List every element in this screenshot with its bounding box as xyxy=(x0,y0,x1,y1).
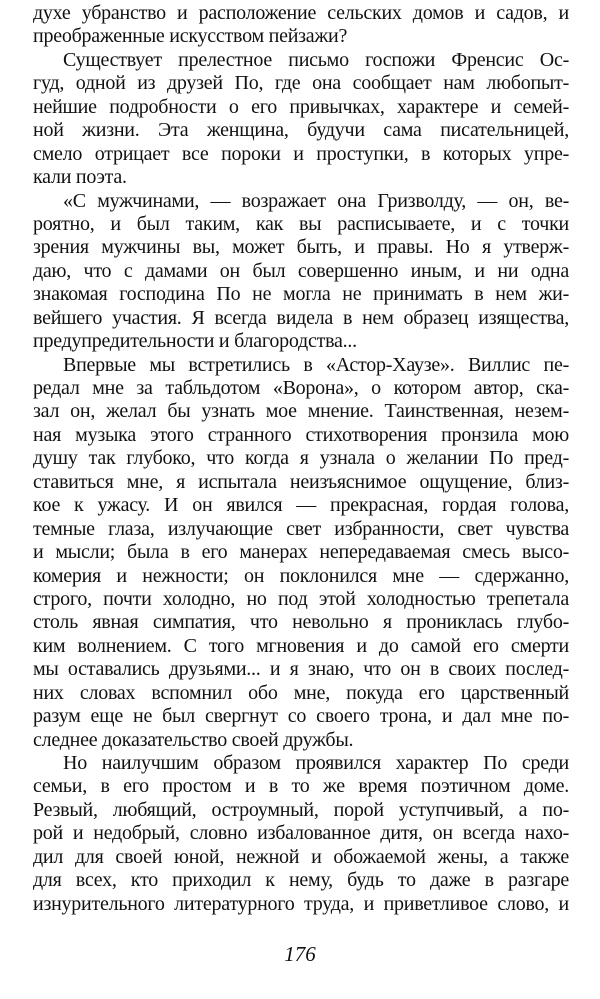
text-line: душу так глубоко, что когда я узнала о желании По пред- xyxy=(33,447,569,470)
text-line: комерия и нежности; он поклонился мне — сдержанно, xyxy=(33,564,569,587)
text-line: дил для своей юной, нежной и обожаемой жены, а также xyxy=(33,845,569,868)
text-line: предупредительности и благородства... xyxy=(33,330,357,353)
text-line: семьи, в его простом и в то же время поэтичном доме. xyxy=(33,775,569,798)
paragraph xyxy=(33,752,569,916)
text-line: знакомая господина По не могла не принимать в нем жи- xyxy=(33,283,569,306)
text-line: строго, почти холодно, но под этой холодностью трепетала xyxy=(33,587,569,610)
text-line: редал мне за табльдотом «Ворона», о котором автор, ска- xyxy=(33,377,569,399)
text-line: них словах вспомнил обо мне, покуда его царственный xyxy=(33,681,569,704)
text-line: смело отрицает все пороки и проступки, в которых упре- xyxy=(33,142,569,165)
text-line: ким волнением. С того мгновения и до самой его смерти xyxy=(33,634,569,657)
text-line: роятно, и был таким, как вы расписываете, и с точки xyxy=(33,212,569,235)
text-line: зал он, желал бы узнать мое мнение. Таинственная, незем- xyxy=(33,400,569,423)
text-line: «С мужчинами, — возражает она Гризволду, — он, ве- xyxy=(63,189,569,212)
text-line: кали поэта. xyxy=(33,166,127,189)
text-line: вейшего участия. Я всегда видела в нем образец изящества, xyxy=(33,306,569,329)
text-line: преображенные искусством пейзажи? xyxy=(33,25,348,48)
text-line: изнурительного литературного труда, и приветливое слово, и xyxy=(33,892,569,915)
text-line: гуд, одной из друзей По, где она сообщает нам любопыт- xyxy=(33,72,569,95)
paragraph xyxy=(33,49,569,190)
text-line: мы оставались друзьями... и я знаю, что он в своих послед- xyxy=(33,658,569,681)
text-line: нейшие подробности о его привычках, характере и семей- xyxy=(33,95,569,118)
text-line: следнее доказательство своей дружбы. xyxy=(33,728,354,751)
text-line: ставиться мне, я испытала неизъяснимое ощущение, близ- xyxy=(33,470,569,493)
text-line: даю, что с дамами он был совершенно иным, и ни одна xyxy=(33,259,569,282)
paragraph xyxy=(33,190,569,354)
text-line: зрения мужчины вы, может быть, и правы. Но я утверж- xyxy=(33,236,569,259)
text-line: темные глаза, излучающие свет избранности, свет чувства xyxy=(33,517,569,540)
text-line: разум еще не был свергнут со своего трона, и дал мне по- xyxy=(33,705,569,728)
paragraph xyxy=(33,354,569,752)
page-body-text xyxy=(33,2,569,916)
text-line: духе убранство и расположение сельских домов и садов, и xyxy=(33,2,569,24)
text-line: кое к ужасу. И он явился — прекрасная, гордая голова, xyxy=(33,494,569,517)
text-line: Резвый, любящий, остроумный, порой уступчивый, а по- xyxy=(33,798,569,821)
paragraph xyxy=(33,2,569,49)
text-line: Впервые мы встретились в «Астор-Хаузе». Виллис пе- xyxy=(63,353,569,376)
text-line: столь явная симпатия, что невольно я прониклась глубо- xyxy=(33,611,569,634)
text-line: ная музыка этого странного стихотворения пронзила мою xyxy=(33,423,569,446)
text-line: ной жизни. Эта женщина, будучи сама писательницей, xyxy=(33,119,569,142)
text-line: и мысли; была в его манерах непередаваемая смесь высо- xyxy=(33,541,569,564)
text-line: Но наилучшим образом проявился характер По среди xyxy=(63,752,569,774)
page-number: 176 xyxy=(284,942,316,966)
text-line: рой и недобрый, словно избалованное дитя, он всегда нахо- xyxy=(33,822,569,845)
text-line: Существует прелестное письмо госпожи Френсис Ос- xyxy=(63,48,569,71)
text-line: для всех, кто приходил к нему, будь то даже в разгаре xyxy=(33,869,569,892)
